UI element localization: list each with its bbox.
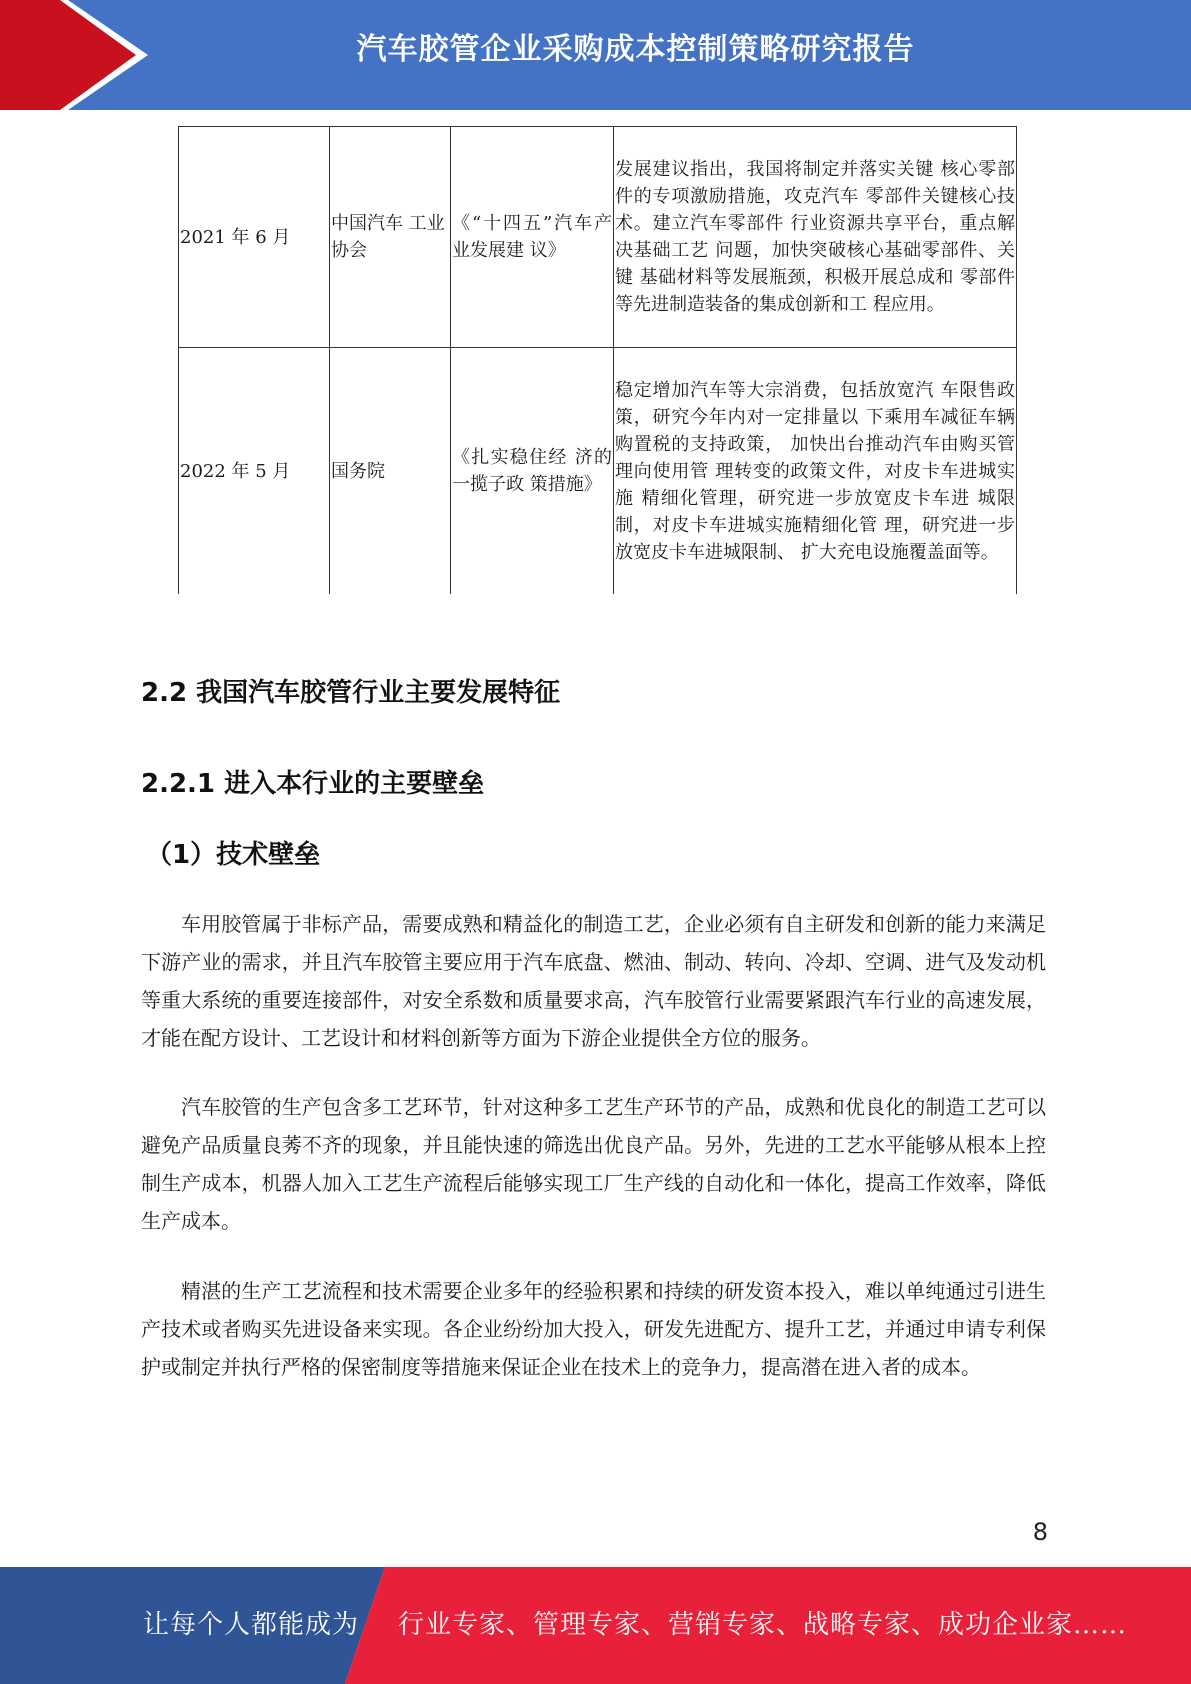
body-paragraph: 精湛的生产工艺流程和技术需要企业多年的经验积累和持续的研发资本投入，难以单纯通过引进生产技术或者购买先进设备来实现。各企业纷纷加大投入，研发先进配方、提升工艺，并通过申请专利保护或制定并执行严格的保密制度等措施来保证企业在技术上的竞争力，提高潜在进入者的成本。 xyxy=(141,1279,1046,1379)
page-number: 8 xyxy=(1032,1518,1048,1546)
footer-slogan-left: 让每个人都能成为 xyxy=(143,1610,360,1640)
cell-document: 《“十四五”汽车产业发展建 议》 xyxy=(451,127,614,348)
subsection-heading: 2.2.1 进入本行业的主要壁垒 xyxy=(141,769,485,799)
page-footer xyxy=(0,1567,1191,1684)
footer-slogan-right: 行业专家、管理专家、营销专家、战略专家、成功企业家…… xyxy=(398,1610,1128,1640)
cell-document: 《扎实稳住经 济的一揽子政 策措施》 xyxy=(451,348,614,595)
table-row xyxy=(179,348,1017,595)
cell-date: 2022 年 5 月 xyxy=(179,348,330,595)
body-paragraph: 车用胶管属于非标产品，需要成熟和精益化的制造工艺，企业必须有自主研发和创新的能力来满足下游产业的需求，并且汽车胶管主要应用于汽车底盘、燃油、制动、转向、冷却、空调、进气及发动机等重大系统的重要连接部件，对安全系数和质量要求高，汽车胶管行业需要紧跟汽车行业的高速发展，才能在配方设计、工艺设计和材料创新等方面为下游企业提供全方位的服务。 xyxy=(141,912,1046,1050)
table-row xyxy=(179,127,1017,348)
page-header xyxy=(0,0,1191,110)
cell-content: 稳定增加汽车等大宗消费，包括放宽汽 车限售政策，研究今年内对一定排量以 下乘用车减征车辆购置税的支持政策， 加快出台推动汽车由购买管理向使用管 理转变的政策文件，对皮卡车进城实施 精细化管理，研究进一步放宽皮卡车进 城限制，对皮卡车进城实施精细化管 理，研究进一步放宽皮卡车进城限制、 扩大充电设施覆盖面等。 xyxy=(614,348,1017,595)
subsubsection-heading: （1）技术壁垒 xyxy=(146,840,321,870)
cell-content: 发展建议指出，我国将制定并落实关键 核心零部件的专项激励措施，攻克汽车 零部件关键核心技术。建立汽车零部件 行业资源共享平台，重点解决基础工艺 问题，加快突破核心基础零部件、关键 基础材料等发展瓶颈，积极开展总成和 零部件等先进制造装备的集成创新和工 程应用。 xyxy=(614,127,1017,348)
cell-date: 2021 年 6 月 xyxy=(179,127,330,348)
cell-org: 国务院 xyxy=(330,348,451,595)
report-title: 汽车胶管企业采购成本控制策略研究报告 xyxy=(356,32,915,67)
body-paragraph: 汽车胶管的生产包含多工艺环节，针对这种多工艺生产环节的产品，成熟和优良化的制造工艺可以避免产品质量良莠不齐的现象，并且能快速的筛选出优良产品。另外，先进的工艺水平能够从根本上控制生产成本，机器人加入工艺生产流程后能够实现工厂生产线的自动化和一体化，提高工作效率，降低生产成本。 xyxy=(141,1095,1046,1233)
cell-org: 中国汽车 工业协会 xyxy=(330,127,451,348)
section-heading: 2.2 我国汽车胶管行业主要发展特征 xyxy=(141,678,561,708)
policy-table xyxy=(178,126,1017,594)
